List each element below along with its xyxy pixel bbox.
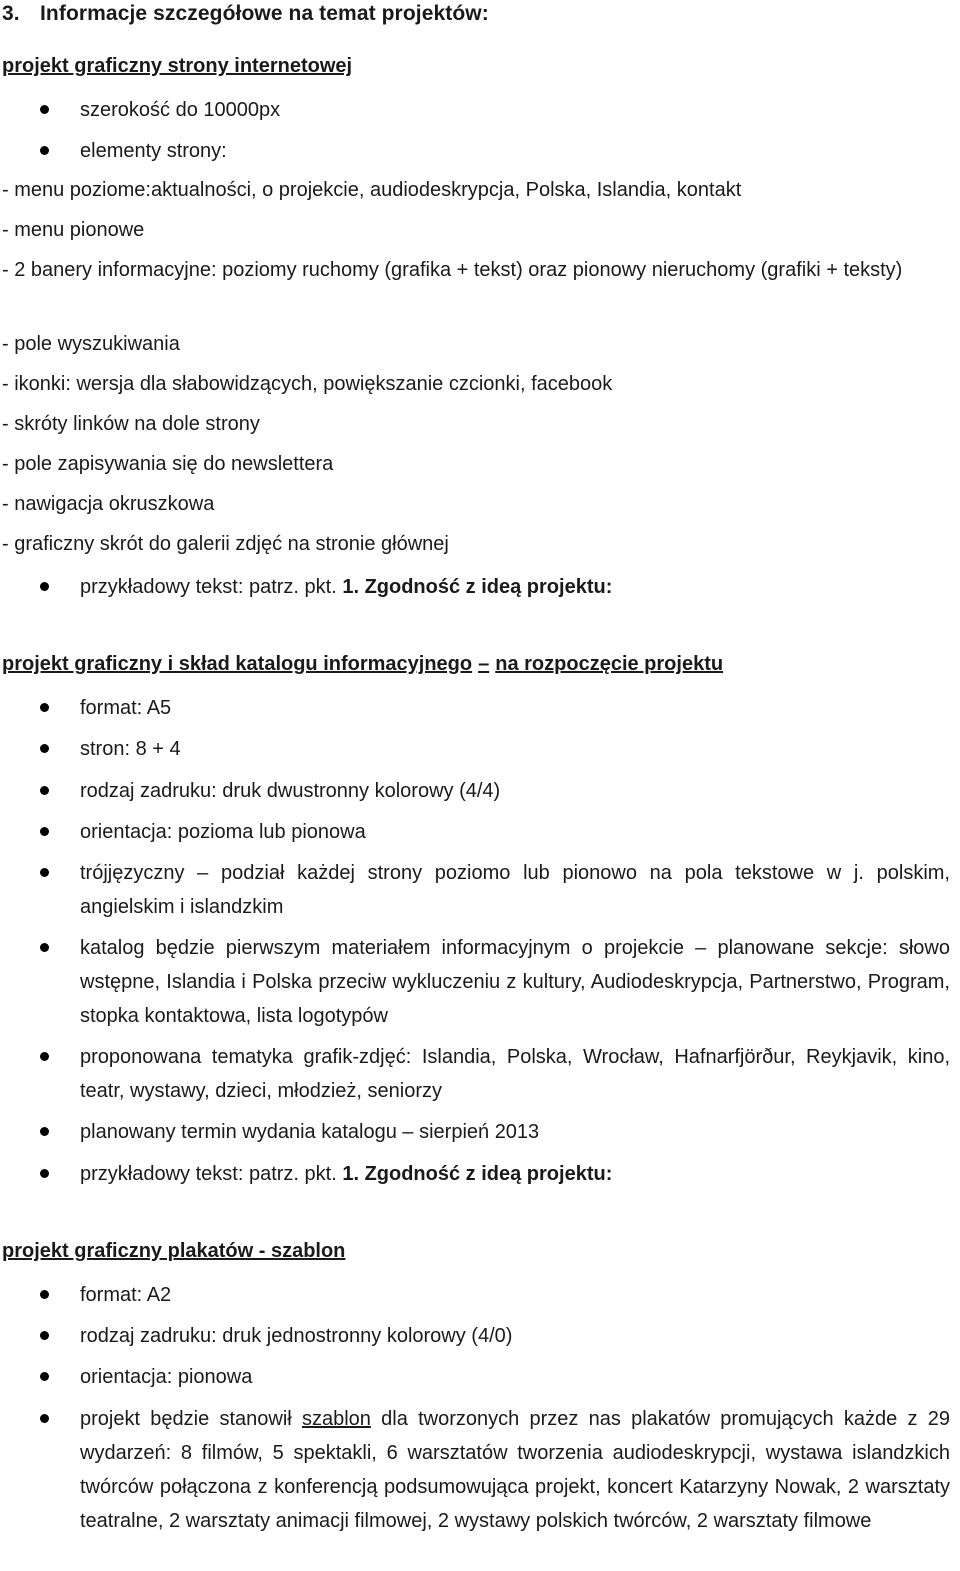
element-line: - menu poziome:aktualności, o projekcie, audiodeskrypcja, Polska, Islandia, kontakt <box>2 179 742 201</box>
example-prefix: przykładowy tekst: patrz. pkt. <box>80 576 337 598</box>
list-item-text: trójjęzyczny – podział każdej strony poziomo lub pionowo na pola tekstowe w j. polskim, angielskim i islandzkim <box>80 862 950 918</box>
section2-title <box>2 653 723 676</box>
bullet-icon <box>40 827 49 836</box>
poster-bullet-post: dla tworzonych przez nas plakatów promujących każde z 29 wydarzeń: 8 filmów, 5 spektakli, 6 warsztatów tworzenia audiodeskrypcji, wystawa islandzkich twórców połączona z konferencją podsumowująca projekt, koncert Katarzyny Nowak, 2 warsztaty teatralne, 2 warsztaty animacji filmowej, 2 wystawy polskich twórców, 2 warsztaty filmowe <box>80 1408 950 1532</box>
section2-title-part2: na rozpoczęcie projektu <box>495 653 724 675</box>
example-reference: 1. Zgodność z ideą projektu: <box>342 1163 613 1185</box>
list-item-text: planowany termin wydania katalogu – sierpień 2013 <box>80 1121 540 1143</box>
bullet-icon <box>40 1052 49 1061</box>
list-item-text: elementy strony: <box>80 140 227 162</box>
section2-title-dash: – <box>478 653 490 675</box>
example-text <box>80 570 950 604</box>
list-item-text: orientacja: pionowa <box>80 1366 253 1388</box>
szablon-term: szablon <box>301 1408 371 1430</box>
section1-title: projekt graficzny strony internetowej <box>2 55 353 77</box>
list-item-text: format: A2 <box>80 1284 172 1306</box>
bullet-icon <box>40 1290 49 1299</box>
example-prefix: przykładowy tekst: patrz. pkt. <box>80 1163 337 1185</box>
bullet-icon <box>40 105 49 114</box>
bullet-icon <box>40 582 49 591</box>
list-item-text: orientacja: pozioma lub pionowa <box>80 821 366 843</box>
element-line: - ikonki: wersja dla słabowidzących, powiększanie czcionki, facebook <box>2 373 613 395</box>
list-item-text: rodzaj zadruku: druk jednostronny kolorowy (4/0) <box>80 1325 513 1347</box>
list-item-text: format: A5 <box>80 697 172 719</box>
bullet-icon <box>40 703 49 712</box>
element-line: - pole zapisywania się do newslettera <box>2 453 334 475</box>
bullet-icon <box>40 868 49 877</box>
example-text <box>80 1157 950 1191</box>
list-item-text: proponowana tematyka grafik-zdjęć: Islandia, Polska, Wrocław, Hafnarfjörður, Reykjavik, kino, teatr, wystawy, dzieci, młodzież, seniorzy <box>80 1046 950 1102</box>
bullet-icon <box>40 146 49 155</box>
list-item-text: szerokość do 10000px <box>80 99 281 121</box>
list-item-text: rodzaj zadruku: druk dwustronny kolorowy (4/4) <box>80 780 501 802</box>
list-item-text <box>80 1402 950 1538</box>
poster-bullet-pre: projekt będzie stanowił <box>80 1408 292 1430</box>
element-line: - graficzny skrót do galerii zdjęć na stronie głównej <box>2 533 449 555</box>
bullet-icon <box>40 1169 49 1178</box>
section2-title-part1: projekt graficzny i skład katalogu informacyjnego <box>2 653 473 675</box>
heading-text: Informacje szczegółowe na temat projektów: <box>40 2 489 25</box>
bullet-icon <box>40 1372 49 1381</box>
section3-title: projekt graficzny plakatów - szablon <box>2 1240 346 1262</box>
bullet-icon <box>40 1414 49 1423</box>
element-line: - 2 banery informacyjne: poziomy ruchomy (grafika + tekst) oraz pionowy nieruchomy (grafiki + teksty) <box>2 259 903 281</box>
bullet-icon <box>40 1331 49 1340</box>
list-item-text: stron: 8 + 4 <box>80 738 181 760</box>
element-line: - pole wyszukiwania <box>2 333 180 355</box>
heading-number: 3. <box>2 2 20 25</box>
section-heading <box>2 2 489 26</box>
example-reference: 1. Zgodność z ideą projektu: <box>342 576 613 598</box>
element-line: - skróty linków na dole strony <box>2 413 260 435</box>
bullet-icon <box>40 943 49 952</box>
list-item-text: katalog będzie pierwszym materiałem informacyjnym o projekcie – planowane sekcje: słowo wstępne, Islandia i Polska przeciw wykluczeniu z kultury, Audiodeskrypcja, Partnerstwo, Program, stopka kontaktowa, lista logotypów <box>80 937 950 1027</box>
element-line: - menu pionowe <box>2 219 145 241</box>
element-line: - nawigacja okruszkowa <box>2 493 215 515</box>
bullet-icon <box>40 744 49 753</box>
bullet-icon <box>40 1127 49 1136</box>
bullet-icon <box>40 786 49 795</box>
